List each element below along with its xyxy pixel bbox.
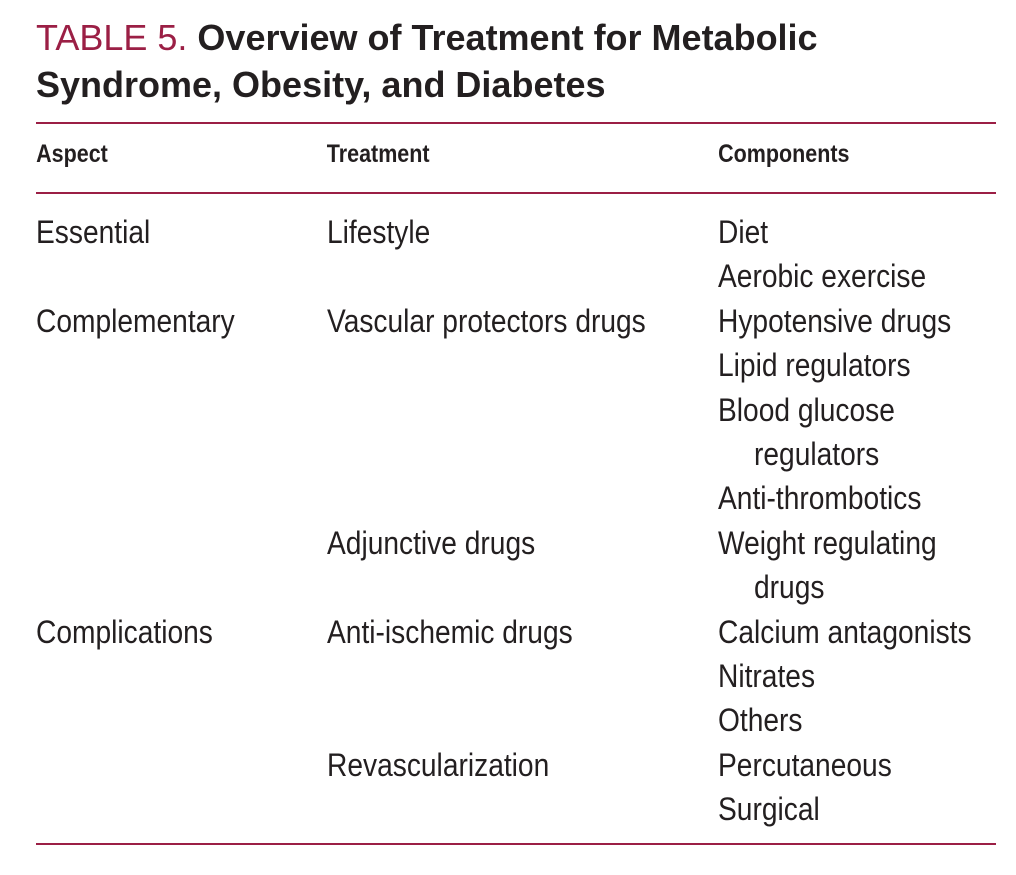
treatment-cell: Anti-ischemic drugs <box>327 613 573 650</box>
bottom-rule <box>36 843 996 845</box>
treatment-cell: Lifestyle <box>327 214 431 250</box>
aspect-cell: Complications <box>36 613 213 650</box>
table-row <box>0 654 1016 698</box>
component-cell: Aerobic exercise <box>718 258 927 295</box>
component-cell: Surgical <box>718 791 820 828</box>
table-row <box>0 476 1016 520</box>
component-cell: Weight regulating <box>718 524 937 561</box>
table-row <box>0 254 1016 298</box>
component-cell: Diet <box>718 214 769 250</box>
header-rule <box>36 192 996 194</box>
header-components: Components <box>718 140 850 168</box>
component-cell: Blood glucose <box>718 391 895 428</box>
table-body <box>0 210 1016 831</box>
component-cell: Lipid regulators <box>718 347 911 384</box>
component-cell: Others <box>718 702 803 739</box>
table-row <box>0 343 1016 387</box>
component-cell: regulators <box>754 435 880 472</box>
component-cell: Nitrates <box>718 657 816 694</box>
table-row <box>0 743 1016 787</box>
aspect-cell: Complementary <box>36 302 235 339</box>
table-header <box>0 140 874 180</box>
table-row <box>0 610 1016 654</box>
table-row <box>0 565 1016 609</box>
header-treatment: Treatment <box>326 140 430 168</box>
table-row <box>0 787 1016 831</box>
component-cell: Percutaneous <box>718 746 892 783</box>
table-title <box>36 14 996 108</box>
component-cell: Calcium antagonists <box>718 613 972 650</box>
top-rule <box>36 122 996 124</box>
table-row <box>0 432 1016 476</box>
table-row <box>0 521 1016 565</box>
table-row <box>0 698 1016 742</box>
table-row <box>0 388 1016 432</box>
header-aspect: Aspect <box>36 140 108 168</box>
table-title-text: Overview of Treatment for Metabolic Syndrome, Obesity, and Diabetes <box>36 17 818 105</box>
table-row <box>0 299 1016 343</box>
treatment-cell: Revascularization <box>327 746 550 783</box>
aspect-cell: Essential <box>36 214 151 250</box>
treatment-cell: Adjunctive drugs <box>327 524 536 561</box>
table-label: TABLE 5. <box>36 17 188 58</box>
component-cell: Anti-thrombotics <box>718 480 922 517</box>
treatment-cell: Vascular protectors drugs <box>327 302 646 339</box>
table-row <box>0 210 1016 254</box>
component-cell: Hypotensive drugs <box>718 302 952 339</box>
component-cell: drugs <box>754 569 825 606</box>
